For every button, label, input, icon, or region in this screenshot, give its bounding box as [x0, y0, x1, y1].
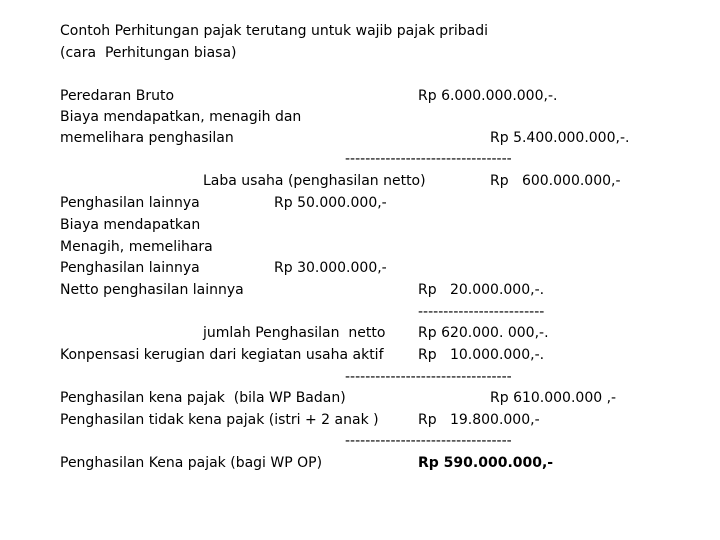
biaya-lain-label-b: Menagih, memelihara	[60, 239, 213, 255]
jumlah-netto-value: Rp 620.000. 000,-.	[418, 325, 549, 341]
pkp-badan-value: Rp 610.000.000 ,-	[490, 390, 617, 406]
title-line-2: (cara Perhitungan biasa)	[60, 45, 237, 61]
biaya-lain-label-a: Biaya mendapatkan	[60, 217, 201, 233]
laba-usaha-label: Laba usaha (penghasilan netto)	[203, 173, 426, 189]
jumlah-netto-label: jumlah Penghasilan netto	[203, 325, 386, 341]
pkp-badan-label: Penghasilan kena pajak (bila WP Badan)	[60, 390, 346, 406]
peredaran-bruto-label: Peredaran Bruto	[60, 88, 175, 104]
kompensasi-value: Rp 10.000.000,-.	[418, 347, 545, 363]
penghasilan-lainnya-value: Rp 50.000.000,-	[274, 195, 387, 211]
laba-usaha-value: Rp 600.000.000,-	[490, 173, 621, 189]
separator-3: ---------------------------------	[345, 369, 512, 385]
netto-lainnya-value: Rp 20.000.000,-.	[418, 282, 545, 298]
pkp-op-label: Penghasilan Kena pajak (bagi WP OP)	[60, 455, 323, 471]
separator-2: -------------------------	[418, 304, 545, 320]
peredaran-bruto-value: Rp 6.000.000.000,-.	[418, 88, 558, 104]
pkp-op-value: Rp 590.000.000,-	[418, 455, 554, 471]
separator-4: ---------------------------------	[345, 433, 512, 449]
biaya-lain-value: Rp 30.000.000,-	[274, 260, 387, 276]
biaya-usaha-value: Rp 5.400.000.000,-.	[490, 130, 630, 146]
penghasilan-lainnya-label: Penghasilan lainnya	[60, 195, 200, 211]
biaya-lain-label-c: Penghasilan lainnya	[60, 260, 200, 276]
kompensasi-label: Konpensasi kerugian dari kegiatan usaha aktif	[60, 347, 384, 363]
title-line-1: Contoh Perhitungan pajak terutang untuk wajib pajak pribadi	[60, 23, 489, 39]
ptkp-value: Rp 19.800.000,-	[418, 412, 540, 428]
separator-1: ---------------------------------	[345, 151, 512, 167]
biaya-usaha-label-b: memelihara penghasilan	[60, 130, 234, 146]
netto-lainnya-label: Netto penghasilan lainnya	[60, 282, 244, 298]
biaya-usaha-label-a: Biaya mendapatkan, menagih dan	[60, 109, 302, 125]
ptkp-label: Penghasilan tidak kena pajak (istri + 2 anak )	[60, 412, 379, 428]
